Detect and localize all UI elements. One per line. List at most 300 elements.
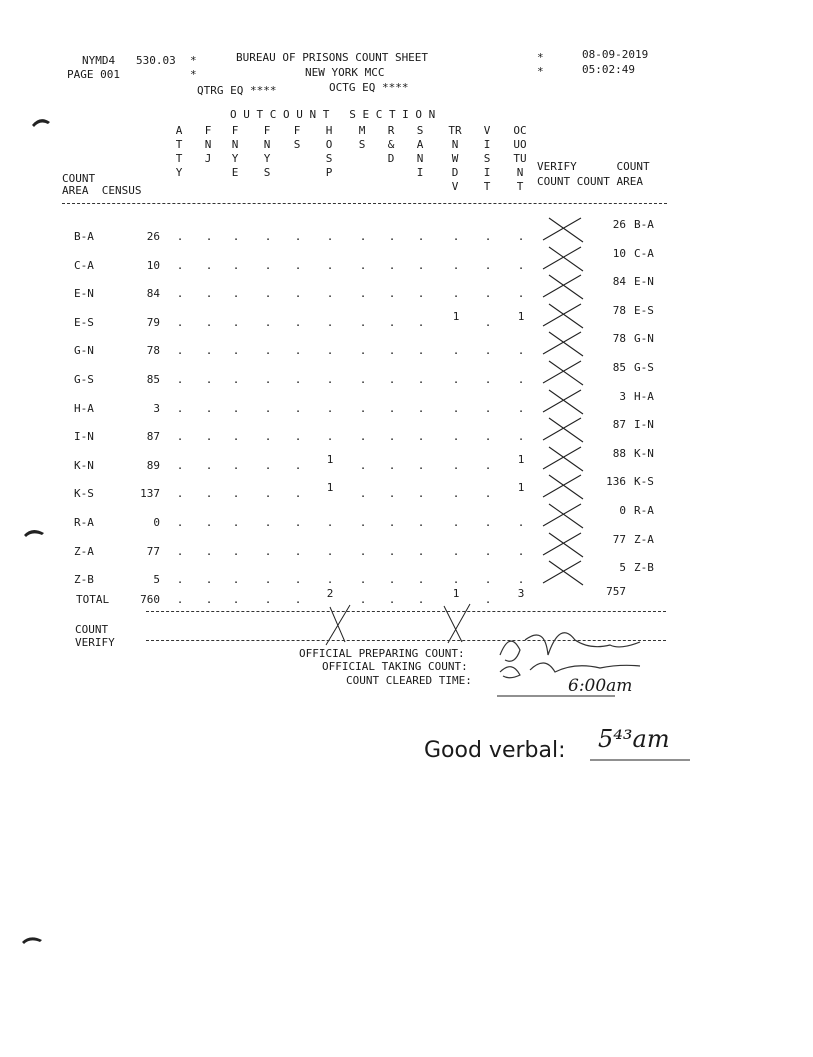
row-cell: . (264, 402, 272, 415)
good-verbal-value: 5⁴³am (598, 725, 670, 753)
row-cell: . (452, 373, 460, 386)
row-cell: . (232, 573, 240, 586)
row-area: C-A (74, 259, 94, 272)
row-cell: . (484, 573, 492, 586)
row-cell: . (294, 430, 302, 443)
row-cell: . (294, 230, 302, 243)
row-cell: . (484, 287, 492, 300)
row-cell: . (205, 344, 213, 357)
row-cell: . (264, 230, 272, 243)
row-cell: . (294, 402, 302, 415)
column-header-char: R (387, 124, 395, 137)
row-cell: . (484, 487, 492, 500)
row-cell: . (388, 430, 396, 443)
row-cell: . (452, 430, 460, 443)
verify-area: E-N (634, 275, 654, 288)
row-cell: . (452, 259, 460, 272)
verify-count: 10 (612, 247, 626, 260)
row-cell: . (264, 316, 272, 329)
verify-count: 85 (612, 361, 626, 374)
row-area: B-A (74, 230, 94, 243)
row-cell: . (417, 487, 425, 500)
row-cell: . (205, 316, 213, 329)
column-header-char: E (231, 166, 239, 179)
total-cell: . (388, 593, 396, 606)
verify-area: K-N (634, 447, 654, 460)
row-cell: . (264, 373, 272, 386)
row-cell: . (176, 516, 184, 529)
row-cell: . (359, 545, 367, 558)
verify-x-mark (543, 304, 583, 328)
verify-x-mark (543, 361, 583, 385)
scan-artifact (32, 119, 50, 127)
verify-area: B-A (634, 218, 654, 231)
row-cell: . (205, 516, 213, 529)
row-cell: . (417, 287, 425, 300)
verify-count: 84 (612, 275, 626, 288)
column-header-char: V (483, 124, 491, 137)
row-cell: . (452, 402, 460, 415)
row-census: 137 (140, 487, 160, 500)
star-marker: * (537, 51, 544, 64)
verify-x-mark (543, 332, 583, 356)
row-cell: . (388, 487, 396, 500)
verify-x-mark (543, 561, 583, 585)
row-cell: . (232, 316, 240, 329)
verify-count: 77 (612, 533, 626, 546)
row-cell: . (326, 545, 334, 558)
column-header-char: S (358, 138, 366, 151)
row-cell: . (517, 344, 525, 357)
row-cell: . (326, 402, 334, 415)
row-cell: . (205, 287, 213, 300)
row-cell: . (417, 459, 425, 472)
row-area: H-A (74, 402, 94, 415)
row-cell: . (176, 459, 184, 472)
qtrg-eq: QTRG EQ **** (197, 84, 277, 97)
column-header-char: N (204, 138, 212, 151)
row-cell: . (484, 373, 492, 386)
row-cell: . (452, 230, 460, 243)
row-cell: . (388, 459, 396, 472)
row-area: Z-A (74, 545, 94, 558)
verify-area: G-S (634, 361, 654, 374)
row-cell: . (176, 316, 184, 329)
row-cell: . (484, 516, 492, 529)
count-verify-label-1: COUNT (75, 623, 109, 636)
row-cell: . (452, 287, 460, 300)
row-cell: . (484, 545, 492, 558)
row-cell: . (359, 316, 367, 329)
octg-eq: OCTG EQ **** (329, 81, 409, 94)
verify-area: H-A (634, 390, 654, 403)
total-divider (146, 611, 666, 612)
total-cell: . (176, 593, 184, 606)
row-cell: . (326, 373, 334, 386)
row-cell: . (205, 545, 213, 558)
row-cell: 1 (517, 481, 525, 494)
verify-area: Z-A (634, 533, 654, 546)
row-cell: . (232, 516, 240, 529)
verify-x-mark (543, 418, 583, 442)
column-header-char: TU (513, 152, 527, 165)
row-cell: . (452, 573, 460, 586)
row-cell: . (205, 373, 213, 386)
row-cell: . (517, 259, 525, 272)
row-census: 85 (146, 373, 160, 386)
report-number: 530.03 (136, 54, 176, 67)
column-header-char: O (325, 138, 333, 151)
column-header-char: Y (231, 152, 239, 165)
verify-area: C-A (634, 247, 654, 260)
row-cell: . (359, 487, 367, 500)
row-cell: . (388, 287, 396, 300)
row-census: 5 (153, 573, 160, 586)
row-cell: . (517, 573, 525, 586)
system-id: NYMD4 (82, 54, 116, 67)
star-marker: * (190, 68, 197, 81)
column-header-char: F (263, 124, 271, 137)
row-cell: . (205, 430, 213, 443)
official-preparing-label: OFFICIAL PREPARING COUNT: (299, 647, 465, 660)
row-cell: . (388, 373, 396, 386)
column-header-char: N (263, 138, 271, 151)
row-cell: . (517, 373, 525, 386)
column-header-char: T (516, 180, 524, 193)
row-cell: . (232, 545, 240, 558)
column-header-char: & (387, 138, 395, 151)
column-header-char: TR (448, 124, 462, 137)
row-cell: . (176, 430, 184, 443)
row-cell: . (517, 430, 525, 443)
report-date: 08-09-2019 (582, 48, 649, 61)
row-cell: . (326, 287, 334, 300)
verify-divider (146, 640, 666, 641)
verify-x-mark (543, 218, 583, 242)
column-header-char: N (231, 138, 239, 151)
row-cell: . (452, 487, 460, 500)
row-cell: . (176, 573, 184, 586)
row-cell: . (294, 459, 302, 472)
row-cell: . (264, 430, 272, 443)
verify-x-mark (543, 504, 583, 528)
total-cell: . (294, 593, 302, 606)
row-cell: . (176, 545, 184, 558)
row-cell: . (359, 573, 367, 586)
row-area: E-S (74, 316, 94, 329)
column-header-char: N (451, 138, 459, 151)
right-header-line1: VERIFY COUNT (537, 160, 650, 173)
column-header-char: W (451, 152, 459, 165)
total-cell: . (264, 593, 272, 606)
row-cell: . (388, 344, 396, 357)
total-cell: 1 (452, 587, 460, 600)
verify-count: 0 (619, 504, 626, 517)
column-header-char: Y (175, 166, 183, 179)
verify-count: 78 (612, 332, 626, 345)
institution-name: NEW YORK MCC (305, 66, 385, 79)
verify-area: E-S (634, 304, 654, 317)
column-header-char: I (483, 138, 491, 151)
row-cell: . (232, 373, 240, 386)
row-cell: . (359, 287, 367, 300)
row-cell: . (176, 373, 184, 386)
row-area: Z-B (74, 573, 94, 586)
row-cell: . (326, 516, 334, 529)
verify-x-mark (543, 390, 583, 414)
row-cell: . (232, 287, 240, 300)
row-cell: . (264, 545, 272, 558)
row-census: 84 (146, 287, 160, 300)
verify-count: 88 (612, 447, 626, 460)
total-cell: 2 (326, 587, 334, 600)
row-cell: . (326, 259, 334, 272)
column-header-char: S (416, 124, 424, 137)
row-cell: . (417, 316, 425, 329)
row-cell: . (388, 516, 396, 529)
row-cell: . (205, 459, 213, 472)
column-header-char: D (451, 166, 459, 179)
row-cell: . (176, 230, 184, 243)
row-area: G-S (74, 373, 94, 386)
column-header-char: Y (263, 152, 271, 165)
verify-count: 78 (612, 304, 626, 317)
row-census: 79 (146, 316, 160, 329)
verify-count: 136 (606, 475, 626, 488)
row-cell: . (484, 230, 492, 243)
row-cell: . (359, 516, 367, 529)
row-cell: . (452, 344, 460, 357)
report-time: 05:02:49 (582, 63, 635, 76)
row-cell: . (232, 402, 240, 415)
row-cell: . (264, 573, 272, 586)
row-cell: 1 (517, 310, 525, 323)
row-census: 89 (146, 459, 160, 472)
column-header-char: S (263, 166, 271, 179)
column-header-char: M (358, 124, 366, 137)
row-census: 10 (146, 259, 160, 272)
count-verify-mark-2 (444, 604, 470, 643)
verify-area: G-N (634, 332, 654, 345)
row-area: K-N (74, 459, 94, 472)
column-header-char: I (483, 166, 491, 179)
row-cell: . (326, 230, 334, 243)
row-census: 78 (146, 344, 160, 357)
verify-count: 26 (612, 218, 626, 231)
row-cell: . (232, 259, 240, 272)
column-header-char: D (387, 152, 395, 165)
total-cell: 3 (517, 587, 525, 600)
column-header-char: A (416, 138, 424, 151)
row-cell: . (326, 344, 334, 357)
column-header-char: N (516, 166, 524, 179)
page-number: PAGE 001 (67, 68, 120, 81)
column-header-char: F (231, 124, 239, 137)
row-cell: . (326, 430, 334, 443)
page-title: BUREAU OF PRISONS COUNT SHEET (236, 51, 429, 64)
row-cell: . (417, 516, 425, 529)
verify-count: 87 (612, 418, 626, 431)
row-cell: . (294, 487, 302, 500)
star-marker: * (190, 54, 197, 67)
column-header-char: F (293, 124, 301, 137)
star-marker: * (537, 65, 544, 78)
row-cell: 1 (452, 310, 460, 323)
row-area: I-N (74, 430, 94, 443)
row-cell: . (359, 430, 367, 443)
verify-x-mark (543, 475, 583, 499)
verify-area: I-N (634, 418, 654, 431)
row-cell: . (359, 402, 367, 415)
row-cell: . (517, 287, 525, 300)
row-cell: . (232, 459, 240, 472)
row-cell: . (359, 459, 367, 472)
row-cell: . (517, 402, 525, 415)
row-cell: . (359, 373, 367, 386)
column-header-char: T (175, 152, 183, 165)
row-area: G-N (74, 344, 94, 357)
row-cell: . (294, 573, 302, 586)
row-cell: . (205, 259, 213, 272)
row-cell: . (484, 402, 492, 415)
column-header-char: S (325, 152, 333, 165)
row-cell: . (417, 344, 425, 357)
row-cell: . (326, 316, 334, 329)
row-cell: . (388, 259, 396, 272)
row-cell: . (417, 545, 425, 558)
column-header-char: UO (513, 138, 527, 151)
cleared-time-handwritten: 6:00am (568, 676, 633, 696)
row-cell: . (417, 402, 425, 415)
row-census: 26 (146, 230, 160, 243)
row-cell: . (517, 516, 525, 529)
row-area: K-S (74, 487, 94, 500)
row-cell: . (176, 259, 184, 272)
row-cell: . (484, 344, 492, 357)
row-cell: . (388, 573, 396, 586)
row-cell: 1 (517, 453, 525, 466)
row-cell: . (417, 259, 425, 272)
row-cell: . (232, 430, 240, 443)
row-cell: . (205, 402, 213, 415)
row-cell: . (205, 487, 213, 500)
row-cell: . (294, 344, 302, 357)
column-header-char: V (451, 180, 459, 193)
row-cell: . (232, 344, 240, 357)
column-header-char: N (416, 152, 424, 165)
total-cell: . (232, 593, 240, 606)
row-cell: . (232, 487, 240, 500)
row-cell: . (388, 316, 396, 329)
row-cell: . (452, 459, 460, 472)
verify-x-mark (543, 533, 583, 557)
row-cell: . (264, 259, 272, 272)
left-header-line1: COUNT (62, 172, 96, 185)
verify-x-mark (543, 447, 583, 471)
verify-count: 3 (619, 390, 626, 403)
row-cell: . (176, 344, 184, 357)
column-header-char: S (293, 138, 301, 151)
row-cell: . (176, 487, 184, 500)
scan-artifact (22, 937, 42, 944)
row-cell: . (264, 287, 272, 300)
row-census: 87 (146, 430, 160, 443)
row-cell: . (484, 430, 492, 443)
row-cell: . (359, 259, 367, 272)
row-cell: . (264, 487, 272, 500)
good-verbal-label: Good verbal: (424, 738, 566, 763)
row-cell: . (264, 516, 272, 529)
right-header-line2: COUNT COUNT AREA (537, 175, 643, 188)
verify-area: R-A (634, 504, 654, 517)
row-census: 0 (153, 516, 160, 529)
row-cell: . (388, 230, 396, 243)
row-cell: . (294, 259, 302, 272)
row-cell: . (359, 344, 367, 357)
row-cell: . (176, 287, 184, 300)
row-cell: . (452, 545, 460, 558)
row-cell: . (294, 287, 302, 300)
count-verify-label-2: VERIFY (75, 636, 115, 649)
total-cell: . (359, 593, 367, 606)
scan-artifact (24, 530, 44, 537)
row-cell: . (417, 430, 425, 443)
row-census: 3 (153, 402, 160, 415)
row-area: E-N (74, 287, 94, 300)
verify-area: Z-B (634, 561, 654, 574)
total-cell: . (417, 593, 425, 606)
count-cleared-label: COUNT CLEARED TIME: (346, 674, 472, 687)
row-cell: . (484, 259, 492, 272)
total-label: TOTAL (76, 593, 110, 606)
column-header-char: I (416, 166, 424, 179)
row-cell: . (517, 230, 525, 243)
verify-area: K-S (634, 475, 654, 488)
column-header-char: P (325, 166, 333, 179)
row-cell: . (417, 373, 425, 386)
row-cell: . (326, 573, 334, 586)
row-area: R-A (74, 516, 94, 529)
row-cell: . (517, 545, 525, 558)
total-verify-count: 757 (606, 585, 626, 598)
row-cell: . (417, 573, 425, 586)
row-cell: . (388, 545, 396, 558)
preparing-signature (500, 633, 640, 662)
column-header-char: H (325, 124, 333, 137)
row-cell: . (205, 230, 213, 243)
left-header-line2: AREA CENSUS (62, 184, 142, 197)
verify-x-mark (543, 247, 583, 271)
column-header-char: T (175, 138, 183, 151)
row-cell: . (417, 230, 425, 243)
row-cell: 1 (326, 481, 334, 494)
row-cell: . (294, 545, 302, 558)
row-cell: . (294, 373, 302, 386)
row-cell: . (359, 230, 367, 243)
row-cell: . (264, 459, 272, 472)
total-census: 760 (140, 593, 160, 606)
column-header-char: J (204, 152, 212, 165)
column-header-char: A (175, 124, 183, 137)
column-header-char: S (483, 152, 491, 165)
verify-x-mark (543, 275, 583, 299)
row-census: 77 (146, 545, 160, 558)
row-cell: . (294, 516, 302, 529)
row-cell: . (452, 516, 460, 529)
row-cell: . (388, 402, 396, 415)
row-cell: 1 (326, 453, 334, 466)
column-header-char: T (483, 180, 491, 193)
